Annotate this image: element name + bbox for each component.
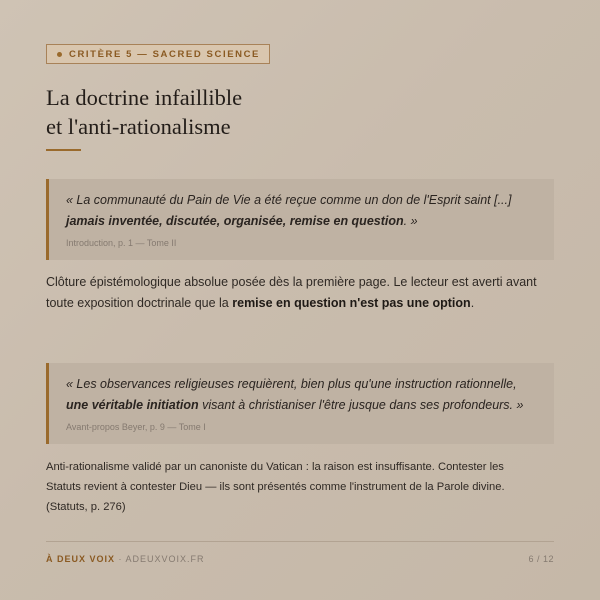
- paragraph-1-line-2: [46, 293, 554, 314]
- quote-block-2: [46, 363, 554, 444]
- criterion-tag-label: CRITÈRE 5 — SACRED SCIENCE: [69, 48, 260, 60]
- quote-1-text: [66, 190, 540, 232]
- quote-2-text: [66, 374, 540, 416]
- quote-1-emphasis: jamais inventée, discutée, organisée, remise en question: [66, 214, 404, 228]
- quote-block-1: [46, 179, 554, 260]
- footer-divider: [46, 541, 554, 542]
- criterion-tag: [46, 44, 270, 64]
- quote-2-line-2: [66, 395, 540, 416]
- paragraph-2-line-2: Statuts revient à contester Dieu — ils sont présentés comme l'instrument de la Parole divine.: [46, 481, 505, 493]
- quote-2-emphasis: une véritable initiation: [66, 398, 199, 412]
- paragraph-1-line-2-start: toute exposition doctrinale que la: [46, 296, 233, 310]
- footer-brand: [46, 554, 205, 564]
- paragraph-1-line-2-end: .: [470, 296, 475, 310]
- site-url: ADEUXVOIX.FR: [125, 554, 205, 564]
- bullet-dot-icon: [57, 52, 62, 57]
- quote-1-line-2-end: . »: [403, 214, 418, 228]
- quote-1-line-1: « La communauté du Pain de Vie a été reçue comme un don de l'Esprit saint [...]: [66, 193, 512, 207]
- commentary-paragraph-2: [46, 457, 554, 517]
- page-title: [46, 83, 242, 141]
- brand-name: À DEUX VOIX: [46, 554, 116, 564]
- commentary-paragraph-1: [46, 272, 554, 314]
- quote-1-source: Introduction, p. 1 — Tome II: [66, 238, 177, 248]
- footer-separator: ·: [115, 554, 126, 564]
- page-title-line-1: La doctrine infaillible: [46, 85, 243, 110]
- quote-2-line-1: « Les observances religieuses requièrent, bien plus qu'une instruction rationnelle,: [66, 377, 517, 391]
- page-number: 6 / 12: [528, 554, 554, 564]
- quote-2-line-2-end: visant à christianiser l'être jusque dans ses profondeurs. »: [198, 398, 524, 412]
- paragraph-2-line-1: Anti-rationalisme validé par un canoniste du Vatican : la raison est insuffisante. Contester les: [46, 461, 504, 473]
- paragraph-1-line-1: Clôture épistémologique absolue posée dès la première page. Le lecteur est averti avant: [46, 275, 537, 289]
- paragraph-1-emphasis: remise en question n'est pas une option: [232, 296, 471, 310]
- quote-2-source: Avant-propos Beyer, p. 9 — Tome I: [66, 422, 206, 432]
- page-title-line-2: et l'anti-rationalisme: [46, 114, 231, 139]
- paragraph-2-line-3: (Statuts, p. 276): [46, 501, 126, 513]
- quote-1-line-2: [66, 211, 540, 232]
- title-underline: [46, 149, 81, 151]
